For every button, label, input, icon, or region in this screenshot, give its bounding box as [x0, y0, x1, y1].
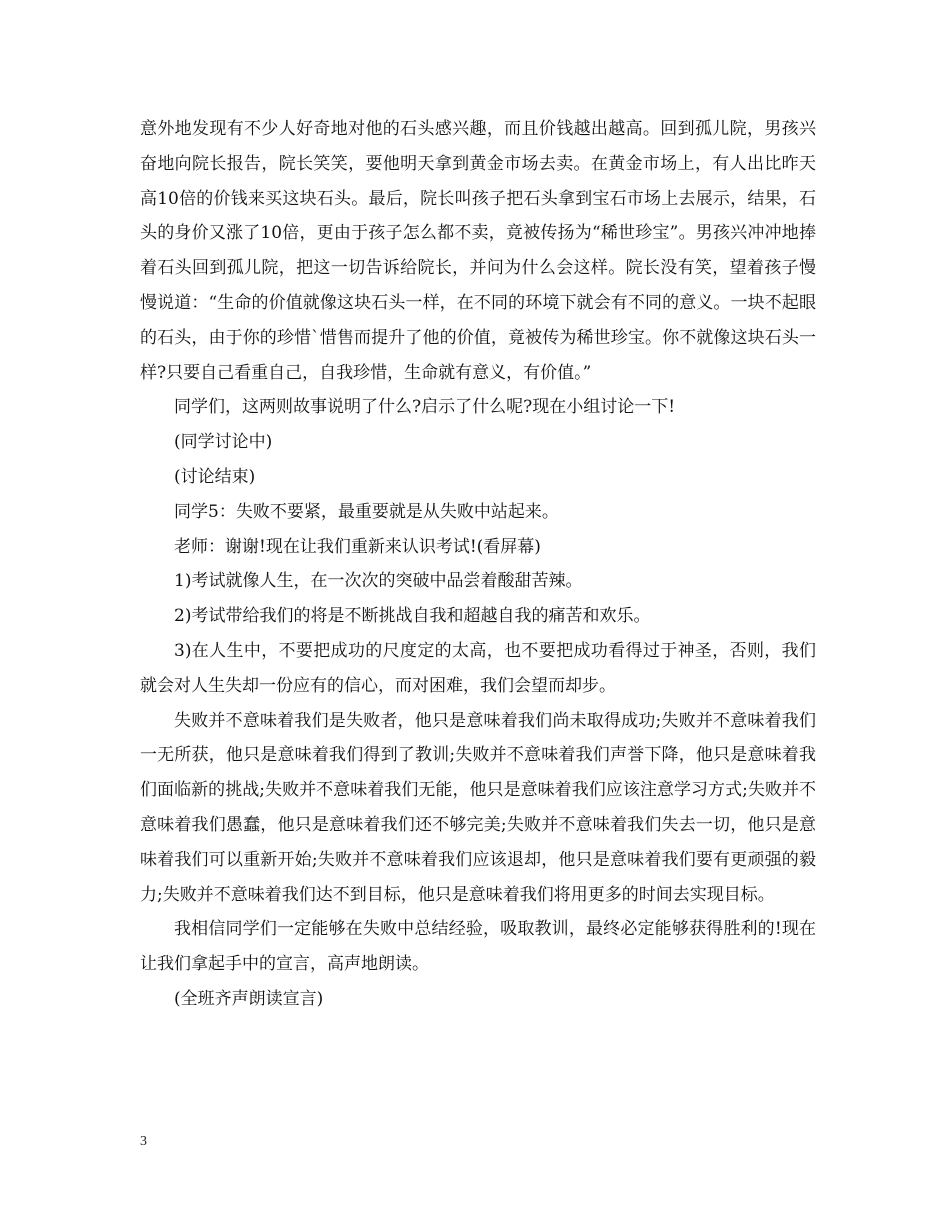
- paragraph-point-2: 2)考试带给我们的将是不断挑战自我和超越自我的痛苦和欢乐。: [174, 606, 651, 627]
- paragraph-read-declaration: (全班齐声朗读宣言): [174, 988, 324, 1009]
- paragraph-discussion-ongoing: (同学讨论中): [174, 432, 273, 453]
- paragraph-discussion-end: (讨论结束): [174, 466, 256, 487]
- paragraph-point-3: 3)在人生中，不要把成功的尺度定的太高，也不要把成功看得过于神圣，否则，我们就会对人生失却一份应有的信心，而对困难，我们会望而却步。: [140, 640, 816, 696]
- paragraph-story-continuation: 意外地发现有不少人好奇地对他的石头感兴趣，而且价钱越出越高。回到孤儿院，男孩兴奋地向院长报告，院长笑笑，要他明天拿到黄金市场去卖。在黄金市场上，有人出比昨天高10倍的价钱来买这块石头。最后，院长叫孩子把石头拿到宝石市场上去展示，结果，石头的身价又涨了10倍，更由于孩子怎么都不卖，竟被传扬为“稀世珍宝”。男孩兴冲冲地捧着石头回到孤儿院，把这一切告诉给院长，并问为什么会这样。院长没有笑，望着孩子慢慢说道：“生命的价值就像这块石头一样，在不同的环境下就会有不同的意义。一块不起眼的石头，由于你的珍惜`惜售而提升了他的价值，竟被传为稀世珍宝。你不就像这块石头一样?只要自己看重自己，自我珍惜，生命就有意义，有价值。”: [140, 119, 816, 383]
- paragraph-failure-meaning: 失败并不意味着我们是失败者，他只是意味着我们尚未取得成功;失败并不意味着我们一无所获，他只是意味着我们得到了教训;失败并不意味着我们声誉下降，他只是意味着我们面临新的挑战;失败并不意味着我们无能，他只是意味着我们应该注意学习方式;失败并不意味着我们愚蠢，他只是意味着我们还不够完美;失败并不意味着我们失去一切，他只是意味着我们可以重新开始;失败并不意味着我们应该退却，他只是意味着我们要有更顽强的毅力;失败并不意味着我们达不到目标，他只是意味着我们将用更多的时间去实现目标。: [140, 710, 816, 905]
- document-body: [140, 112, 816, 1017]
- page-number: 3: [140, 1134, 147, 1149]
- paragraph-student-5: 同学5：失败不要紧，最重要就是从失败中站起来。: [174, 501, 559, 522]
- paragraph-point-1: 1)考试就像人生，在一次次的突破中品尝着酸甜苦辣。: [174, 571, 583, 592]
- paragraph-belief: 我相信同学们一定能够在失败中总结经验，吸取教训，最终必定能够获得胜利的!现在让我们拿起手中的宣言，高声地朗读。: [140, 919, 816, 975]
- paragraph-discussion-prompt: 同学们，这两则故事说明了什么?启示了什么呢?现在小组讨论一下!: [174, 397, 676, 418]
- paragraph-teacher: 老师：谢谢!现在让我们重新来认识考试!(看屏幕): [174, 536, 541, 557]
